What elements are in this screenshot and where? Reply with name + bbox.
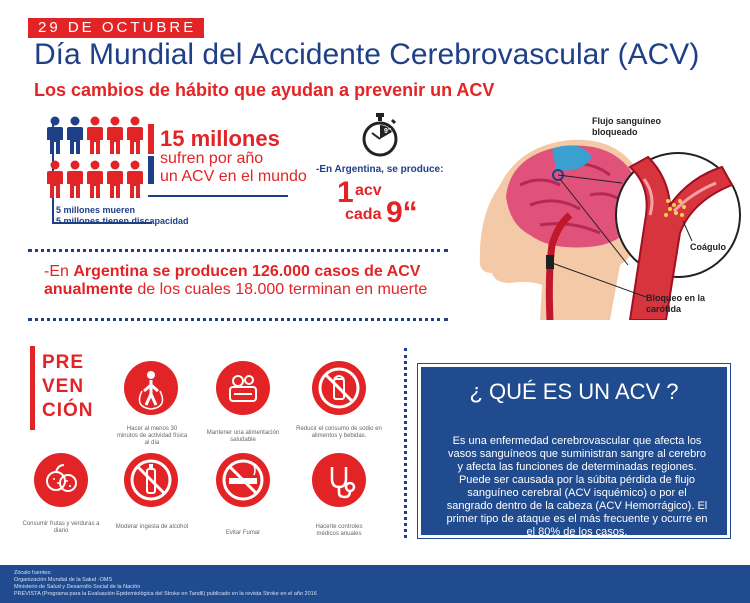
date-banner: 29 DE OCTUBRE (28, 18, 204, 38)
person-icon (86, 116, 104, 156)
dotted-separator (28, 318, 448, 321)
person-icon (66, 160, 84, 200)
what-is-acv-title: ¿ QUÉ ES UN ACV ? (469, 379, 679, 404)
callout-clot: Coágulo (690, 242, 726, 252)
stethoscope-icon (312, 453, 366, 507)
footer-line-3: Ministerio de Salud y Desarrollo Social de la Nación (14, 584, 141, 590)
prevention-accent-bar (30, 346, 35, 430)
argentina-frequency-label: -En Argentina, se produce: (316, 164, 444, 175)
prevention-caption-1: Hacer al menos 30 minutos de actividad física al día (116, 426, 188, 446)
person-icon (86, 160, 104, 200)
what-is-acv-body: Es una enfermedad cerebrovascular que afecta los vasos sanguíneos que suministran sangre al cerebro y afecta las funciones de determinadas regiones. Puede ser causada por la súbita pérdida de flujo sanguíneo cerebral (ACV isquémico) o por el sangrado dentro de la cabeza (ACV Hemorrágico). El primer tipo de ataque es el más frecuente y ocurre en el 80% de los casos. (446, 435, 708, 538)
stat-line-3: un ACV en el mundo (160, 168, 307, 185)
no-smoking-icon (216, 453, 270, 507)
dotted-separator-vertical (404, 348, 407, 538)
argentina-annual-bold: anualmente (44, 281, 133, 298)
callout-carotid: Bloqueo en la carótida (646, 293, 706, 314)
person-icon (126, 116, 144, 156)
argentina-deaths-rest: de los cuales 18.000 terminan en muerte (132, 281, 428, 298)
person-icon (46, 160, 64, 200)
page-title: Día Mundial del Accidente Cerebrovascular (ACV) (34, 38, 700, 71)
sources-footer (0, 565, 750, 603)
person-icon (46, 116, 64, 156)
frequency-seconds: 9“ (386, 196, 418, 229)
footer-line-4: PREVISTA (Programa para la Evaluación Epidemiológica del Stroke en Tandil) publicado en la revista Stroke en el año 2016 (14, 591, 317, 597)
frequency-number: 1 (337, 176, 354, 209)
frequency-cada: cada (345, 206, 382, 223)
people-grid (46, 116, 146, 210)
stat-disability: 5 millones tienen discapacidad (56, 216, 189, 226)
stat-main: 15 millones (160, 126, 280, 151)
stopwatch-label: 9" (384, 128, 392, 135)
stat-accent-bar (148, 124, 156, 186)
prevention-caption-7: Hacerte controles médicos anuales (315, 524, 363, 537)
jump-rope-icon (124, 361, 178, 415)
fruits-icon (34, 453, 88, 507)
dotted-separator (28, 249, 448, 252)
footer-line-1: Zócalo fuentes: (14, 570, 52, 576)
stat-divider (148, 195, 288, 197)
argentina-cases-line-1 (44, 263, 420, 281)
page-subtitle: Los cambios de hábito que ayudan a prevenir un ACV (34, 80, 495, 100)
prevention-caption-6: Evitar Fumar (225, 530, 261, 536)
person-icon (66, 116, 84, 156)
stat-line-2: sufren por año (160, 150, 264, 167)
prevention-caption-3: Reducir el consumo de sodio en alimentos y bebidas. (296, 426, 382, 439)
no-salt-icon (312, 361, 366, 415)
person-icon (106, 160, 124, 200)
argentina-cases-bold: Argentina se producen 126.000 casos de ACV (73, 263, 421, 280)
stopwatch-icon (360, 113, 400, 157)
frequency-unit: acv (355, 182, 382, 199)
person-icon (126, 160, 144, 200)
argentina-prefix: -En (44, 263, 74, 280)
prevention-caption-2: Mantener una alimentación saludable (206, 430, 280, 443)
argentina-cases-line-2 (44, 281, 427, 299)
stat-deaths: 5 millones mueren (56, 205, 136, 215)
prevention-title-2: VEN (42, 376, 85, 397)
what-is-acv-box (418, 364, 730, 538)
prevention-caption-4: Consumir frutas y verduras a diario (22, 521, 100, 534)
no-alcohol-icon (124, 453, 178, 507)
prevention-title-1: PRE (42, 352, 85, 373)
person-icon (106, 116, 124, 156)
prevention-title-3: CIÓN (42, 400, 94, 421)
footer-line-2: Organización Mundial de la Salud -OMS (14, 577, 113, 583)
callout-blocked-flow: Flujo sanguíneo bloqueado (592, 116, 661, 137)
healthy-food-icon (216, 361, 270, 415)
prevention-caption-5: Moderar ingesta de alcohol (115, 524, 189, 530)
